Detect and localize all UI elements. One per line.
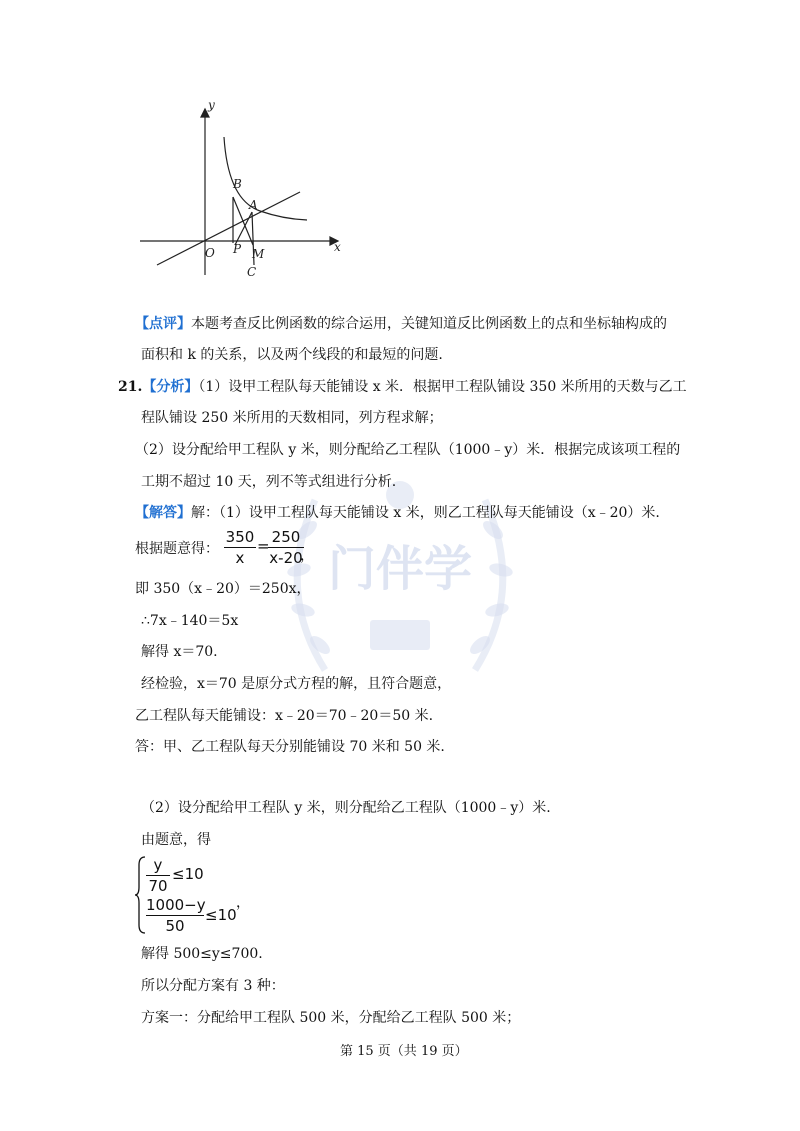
label-x: x [334, 240, 341, 254]
part2-line-1: （2）设分配给甲工程队 y 米，则分配给乙工程队（1000﹣y）米. [141, 800, 551, 816]
page-footer: 第 15 页（共 19 页） [340, 1044, 468, 1059]
part2-line-2: 由题意，得 [141, 832, 211, 848]
solution-line-1: 【解答】解：（1）设甲工程队每天能铺设 x 米，则乙工程队每天能铺设（x﹣20）米. [135, 505, 660, 521]
question-number: 21. [118, 379, 143, 395]
segment-ap [235, 212, 252, 245]
inequality-1-fraction: y 70 [146, 856, 170, 895]
analysis-line-2: 程队铺设 250 米所用的天数相同，列方程求解； [141, 410, 443, 426]
label-c: C [247, 265, 257, 279]
solution-line-8: 答：甲、乙工程队每天分别能铺设 70 米和 50 米. [135, 739, 445, 755]
solution-line-4: ∴7x﹣140＝5x [141, 613, 239, 629]
part2-line-4: 所以分配方案有 3 种： [141, 978, 285, 994]
analysis-tag: 【分析】 [142, 379, 199, 395]
label-a: A [249, 198, 258, 212]
equals-sign: = [257, 537, 270, 555]
label-b: B [233, 177, 242, 191]
inequality-1-relation: ≤10 [172, 865, 204, 883]
solution-line-7: 乙工程队每天能铺设：x﹣20＝70﹣20＝50 米. [135, 708, 434, 724]
answer-tag: 【解答】 [135, 505, 191, 521]
fraction-250-over-x-minus-20: 250 x-20 [269, 528, 303, 567]
fraction-comma: ， [300, 548, 314, 564]
inequality-2-relation: ≤10 [205, 906, 237, 924]
part2-line-5: 方案一：分配给甲工程队 500 米，分配给乙工程队 500 米； [141, 1010, 521, 1026]
label-o: O [205, 246, 215, 260]
function-graph [135, 95, 350, 280]
label-y: y [208, 98, 215, 112]
analysis-line-4: 工期不超过 10 天，列不等式组进行分析. [141, 474, 397, 490]
solution-line-5: 解得 x＝70. [141, 644, 218, 660]
analysis-line-3: （2）设分配给甲工程队 y 米，则分配给乙工程队（1000﹣y）米．根据完成该项工程的 [135, 442, 681, 458]
fraction-350-over-x: 350 x [225, 528, 255, 567]
inequality-2-fraction: 1000−y 50 [146, 896, 206, 935]
question-21-line-1: 21.【分析】（1）设甲工程队每天能铺设 x 米．根据甲工程队铺设 350 米所用的天数与乙工 [118, 379, 687, 395]
label-m: M [252, 247, 265, 261]
line-through-origin [157, 192, 300, 265]
solution-line-6: 经检验，x＝70 是原分式方程的解，且符合题意， [141, 676, 452, 692]
watermark-text: 门伴学 [327, 541, 473, 597]
comment-line-2: 面积和 k 的关系，以及两个线段的和最短的问题. [141, 347, 443, 363]
part2-line-3: 解得 500≤y≤700. [141, 946, 263, 962]
solution-line-3: 即 350（x﹣20）＝250x， [135, 581, 311, 597]
comment-line-1: 【点评】本题考查反比例函数的综合运用，关键知道反比例函数上的点和坐标轴构成的 [135, 316, 667, 332]
comment-tag: 【点评】 [135, 316, 191, 332]
solution-equation-label: 根据题意得： [135, 541, 219, 557]
label-p: P [233, 242, 242, 256]
system-comma: ， [236, 895, 250, 911]
